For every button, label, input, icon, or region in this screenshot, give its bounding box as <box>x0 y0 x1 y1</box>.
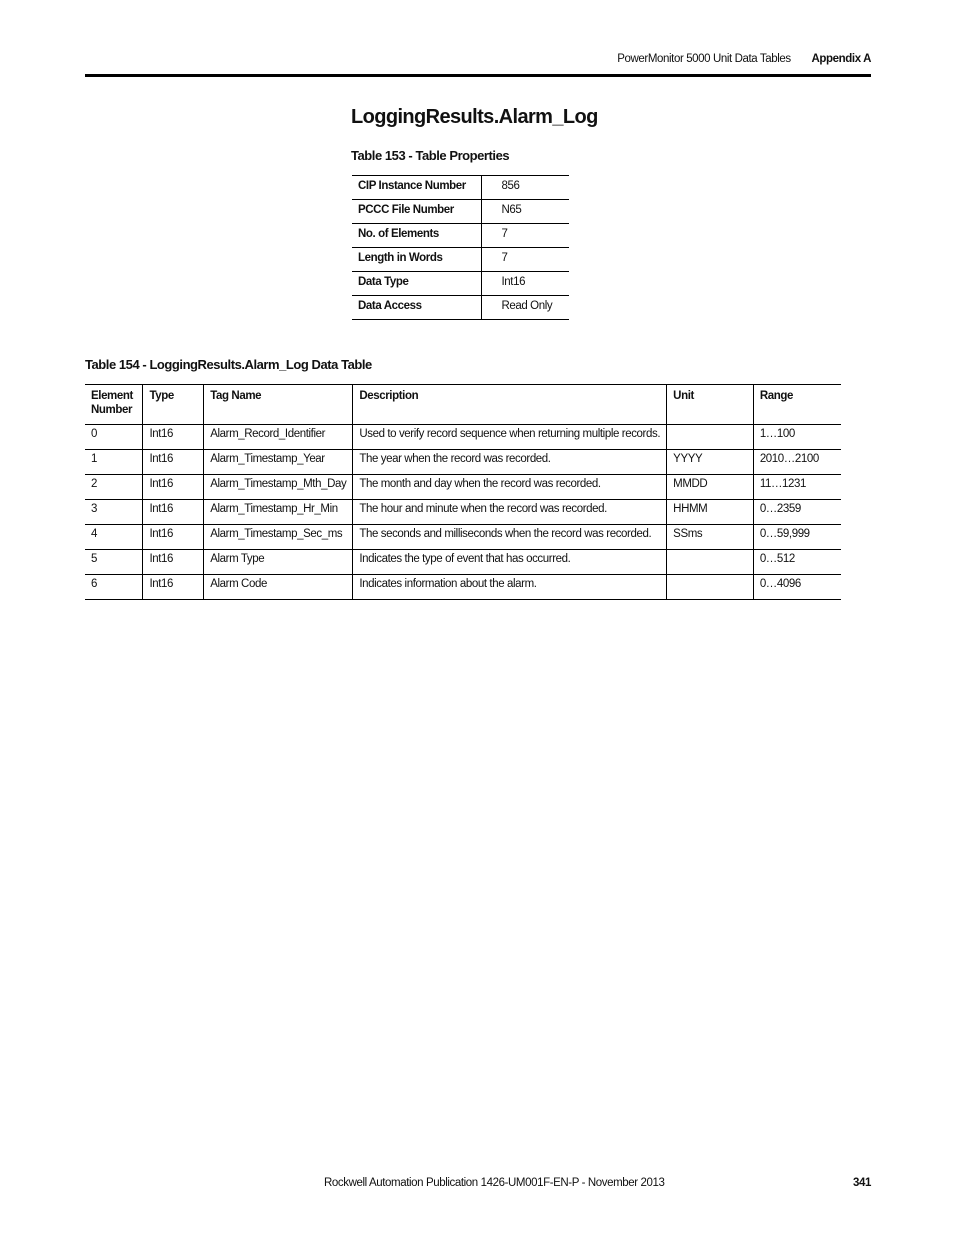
cell-range: 0…59,999 <box>753 525 841 550</box>
page-header <box>617 53 871 65</box>
table-154-caption: Table 154 - LoggingResults.Alarm_Log Data Table <box>85 357 372 372</box>
cell-element: 4 <box>85 525 143 550</box>
cell-type: Int16 <box>143 425 204 450</box>
table-row <box>352 296 569 320</box>
cell-type: Int16 <box>143 575 204 600</box>
property-value: Int16 <box>481 272 569 296</box>
cell-unit: SSms <box>667 525 754 550</box>
cell-type: Int16 <box>143 500 204 525</box>
table-row <box>85 500 841 525</box>
cell-range: 0…2359 <box>753 500 841 525</box>
table-properties <box>352 175 569 320</box>
table-header-row <box>85 385 841 425</box>
table-row <box>85 525 841 550</box>
cell-tag-name: Alarm_Timestamp_Sec_ms <box>204 525 353 550</box>
table-row <box>352 176 569 200</box>
cell-element: 1 <box>85 450 143 475</box>
cell-element: 3 <box>85 500 143 525</box>
table-row <box>85 550 841 575</box>
header-appendix: Appendix A <box>811 53 871 65</box>
table-153-caption: Table 153 - Table Properties <box>351 148 510 163</box>
cell-unit <box>667 425 754 450</box>
cell-description: The month and day when the record was recorded. <box>353 475 667 500</box>
header-tag-name: Tag Name <box>204 385 353 425</box>
property-key: PCCC File Number <box>352 200 481 224</box>
table-row <box>352 248 569 272</box>
cell-tag-name: Alarm_Timestamp_Hr_Min <box>204 500 353 525</box>
cell-unit: YYYY <box>667 450 754 475</box>
table-row <box>85 475 841 500</box>
cell-tag-name: Alarm_Timestamp_Year <box>204 450 353 475</box>
cell-unit: HHMM <box>667 500 754 525</box>
property-value: 856 <box>481 176 569 200</box>
cell-range: 0…4096 <box>759 578 801 590</box>
cell-description: The year when the record was recorded. <box>353 450 667 475</box>
header-section-title: PowerMonitor 5000 Unit Data Tables <box>617 53 791 65</box>
cell-range: 2010…2100 <box>753 450 841 475</box>
property-value: Read Only <box>501 300 553 312</box>
page-number: 341 <box>853 1177 871 1189</box>
property-key: Data Access <box>352 296 481 320</box>
property-value: 7 <box>481 224 569 248</box>
property-key: Length in Words <box>352 248 481 272</box>
cell-range: 11…1231 <box>753 475 841 500</box>
header-element-line1: Element <box>91 390 133 402</box>
cell-tag-name: Alarm Type <box>204 550 353 575</box>
header-range: Range <box>753 385 841 425</box>
table-row <box>85 575 841 600</box>
alarm-log-data-table <box>85 384 841 600</box>
cell-tag-name: Alarm_Record_Identifier <box>204 425 353 450</box>
page-title: LoggingResults.Alarm_Log <box>351 106 598 128</box>
cell-range: 0…512 <box>753 550 841 575</box>
property-value: N65 <box>481 200 569 224</box>
header-description: Description <box>353 385 667 425</box>
property-value: 7 <box>481 248 569 272</box>
cell-description: Indicates information about the alarm. <box>353 575 667 600</box>
cell-tag-name: Alarm_Timestamp_Mth_Day <box>204 475 353 500</box>
cell-element: 5 <box>85 550 143 575</box>
table-row <box>85 425 841 450</box>
cell-type: Int16 <box>143 450 204 475</box>
cell-element: 0 <box>85 425 143 450</box>
cell-type: Int16 <box>143 550 204 575</box>
header-rule <box>85 74 871 77</box>
cell-range: 1…100 <box>753 425 841 450</box>
cell-type: Int16 <box>143 475 204 500</box>
cell-description: The hour and minute when the record was recorded. <box>353 500 667 525</box>
cell-unit <box>667 575 754 600</box>
header-type: Type <box>143 385 204 425</box>
cell-description: The seconds and milliseconds when the record was recorded. <box>353 525 667 550</box>
cell-element: 6 <box>85 575 143 600</box>
property-key: Data Type <box>352 272 481 296</box>
footer-publication: Rockwell Automation Publication 1426-UM001F-EN-P - November 2013 <box>324 1177 665 1189</box>
table-row <box>352 200 569 224</box>
cell-unit: MMDD <box>667 475 754 500</box>
table-row <box>352 224 569 248</box>
cell-tag-name: Alarm Code <box>204 575 353 600</box>
cell-description: Indicates the type of event that has occurred. <box>353 550 667 575</box>
header-unit: Unit <box>667 385 754 425</box>
table-row <box>352 272 569 296</box>
property-key: No. of Elements <box>352 224 481 248</box>
header-element-line2: Number <box>91 404 133 416</box>
property-key: CIP Instance Number <box>352 176 481 200</box>
cell-description: Used to verify record sequence when returning multiple records. <box>353 425 667 450</box>
table-row <box>85 450 841 475</box>
cell-element: 2 <box>85 475 143 500</box>
cell-unit <box>667 550 754 575</box>
header-element-number <box>85 385 143 425</box>
cell-type: Int16 <box>143 525 204 550</box>
